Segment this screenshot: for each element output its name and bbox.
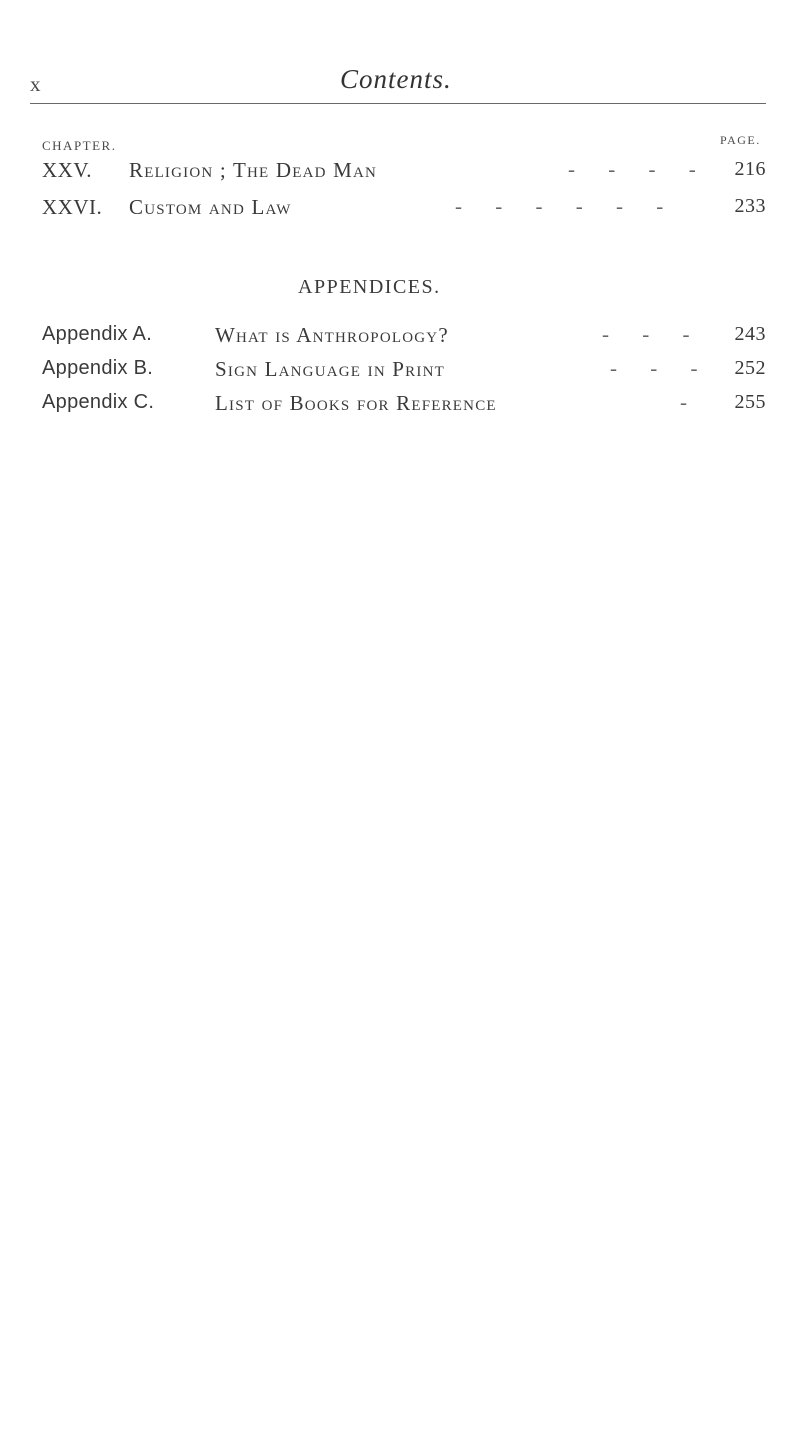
- appendix-label: Appendix C.: [42, 391, 155, 413]
- appendix-label: Appendix A.: [42, 323, 153, 345]
- page-ref: 243: [734, 323, 766, 345]
- page-ref: 255: [734, 391, 766, 413]
- chapter-title: Custom and Law: [129, 195, 292, 219]
- dot-leader: - - -: [610, 356, 712, 380]
- header-rule: [30, 103, 766, 104]
- dot-leader: - - -: [602, 322, 704, 346]
- chapter-number: XXV.: [42, 158, 93, 182]
- dot-leader: - - - -: [568, 157, 710, 181]
- page-ref: 252: [734, 357, 766, 379]
- page-ref: 216: [734, 158, 766, 180]
- appendix-label: Appendix B.: [42, 357, 154, 379]
- chapter-title: Religion ; The Dead Man: [129, 158, 378, 182]
- page-column-label: PAGE.: [720, 133, 761, 147]
- chapter-number: XXVI.: [42, 195, 103, 219]
- page-ref: 233: [734, 195, 766, 217]
- appendix-title: List of Books for Reference: [215, 391, 497, 415]
- toc-entry: [42, 357, 766, 387]
- toc-entry: [42, 158, 766, 188]
- toc-entry: [42, 195, 766, 225]
- dot-leader: -: [680, 390, 701, 414]
- chapter-column-label: CHAPTER.: [42, 138, 117, 153]
- toc-entry: [42, 323, 766, 353]
- toc-entry: [42, 391, 766, 421]
- appendix-title: Sign Language in Print: [215, 357, 445, 381]
- page-number: x: [30, 72, 42, 96]
- dot-leader: - - - - - -: [455, 194, 678, 218]
- appendices-heading: APPENDICES.: [298, 276, 441, 298]
- appendix-title: What is Anthropology?: [215, 323, 449, 347]
- running-title: Contents.: [340, 64, 452, 94]
